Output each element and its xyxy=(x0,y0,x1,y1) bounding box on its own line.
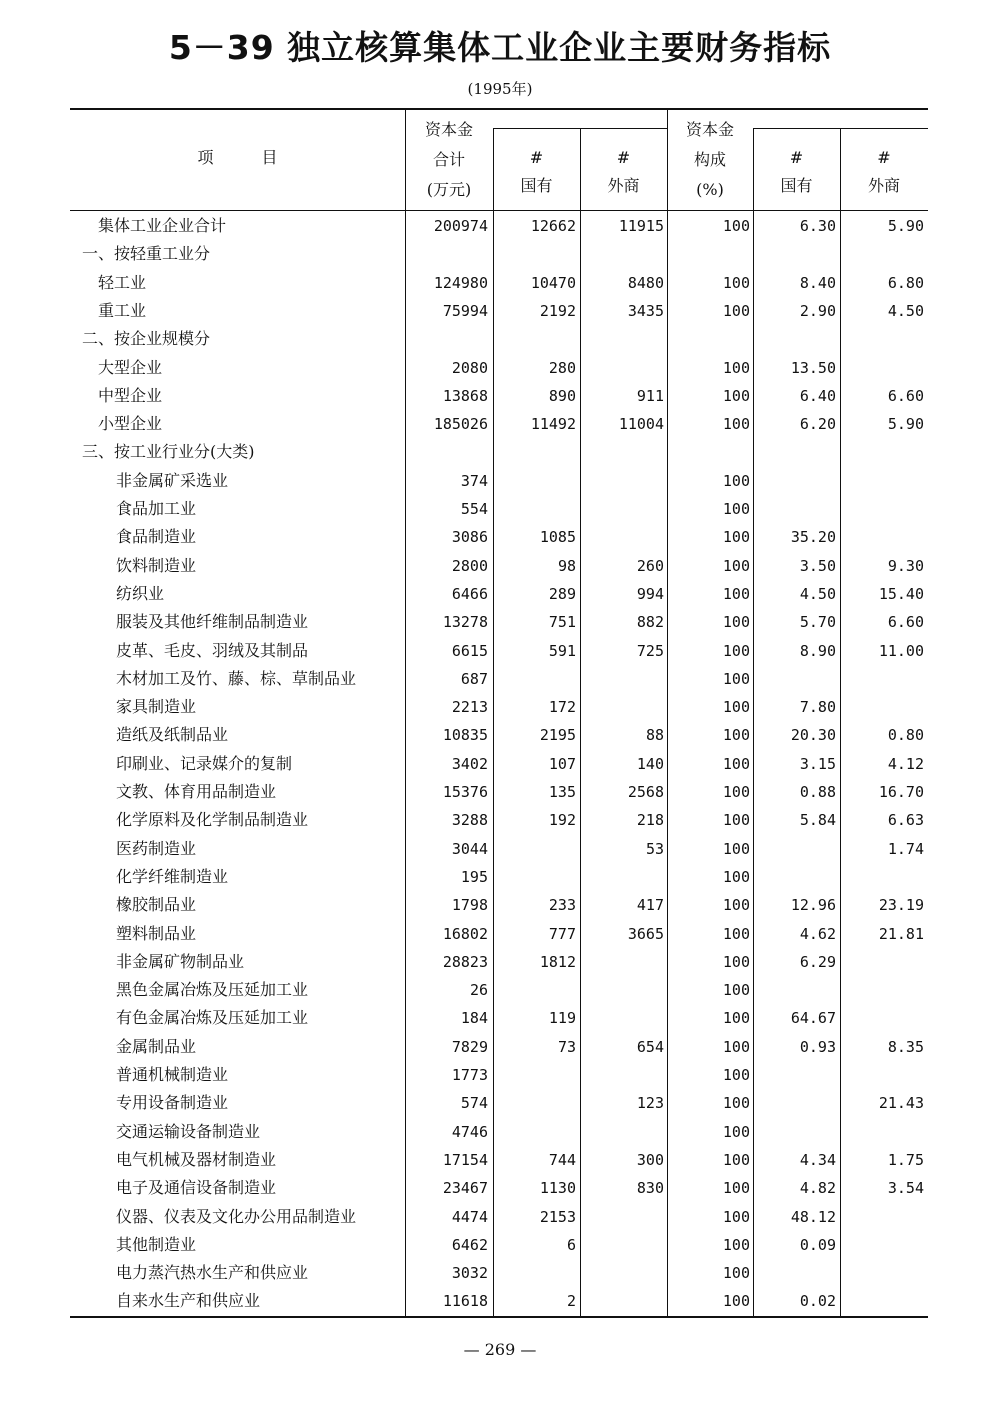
row-value: 417 xyxy=(636,896,664,915)
row-value: 4.12 xyxy=(887,754,924,773)
row-value: 0.93 xyxy=(799,1037,836,1056)
row-value: 172 xyxy=(548,698,576,717)
row-value: 119 xyxy=(548,1009,576,1028)
row-value: 21.81 xyxy=(878,924,924,943)
row-value: 574 xyxy=(460,1094,488,1113)
row-value: 100 xyxy=(722,273,750,292)
row-value: 184 xyxy=(460,1009,488,1028)
row-value: 100 xyxy=(722,1037,750,1056)
row-value: 687 xyxy=(460,669,488,688)
row-value: 100 xyxy=(722,726,750,745)
foreign-header: 外商 xyxy=(607,176,640,195)
row-value: 100 xyxy=(722,754,750,773)
row-label: 大型企业 xyxy=(98,357,163,377)
table-row xyxy=(70,438,928,466)
table-row xyxy=(70,523,928,551)
row-label: 纺织业 xyxy=(116,583,165,603)
table-row xyxy=(70,778,928,806)
row-label: 自来水生产和供应业 xyxy=(116,1291,261,1311)
row-label: 造纸及纸制品业 xyxy=(116,725,229,745)
row-value: 218 xyxy=(636,811,664,830)
row-value: 53 xyxy=(645,839,664,858)
row-value: 100 xyxy=(722,1179,750,1198)
row-value: 100 xyxy=(722,896,750,915)
row-label: 家具制造业 xyxy=(116,697,197,717)
row-value: 13278 xyxy=(442,613,488,632)
row-value: 4.62 xyxy=(799,924,836,943)
row-label: 电力蒸汽热水生产和供应业 xyxy=(116,1263,309,1283)
row-label: 交通运输设备制造业 xyxy=(116,1121,261,1141)
page-number: — 269 — xyxy=(463,1340,537,1359)
table-row xyxy=(70,1004,928,1032)
table-row xyxy=(70,410,928,438)
row-value: 1085 xyxy=(539,528,576,547)
row-value: 8.35 xyxy=(887,1037,924,1056)
capital-total-header: 合计 xyxy=(432,150,465,169)
row-value: 591 xyxy=(548,641,576,660)
row-value: 123 xyxy=(636,1094,664,1113)
row-value: 3665 xyxy=(627,924,664,943)
row-value: 3086 xyxy=(451,528,488,547)
row-value: 3288 xyxy=(451,811,488,830)
row-value: 6 xyxy=(566,1235,576,1254)
row-value: 9.30 xyxy=(887,556,924,575)
row-value: 911 xyxy=(636,386,664,405)
row-value: 233 xyxy=(548,896,576,915)
row-value: 882 xyxy=(636,613,664,632)
row-label: 印刷业、记录媒介的复制 xyxy=(116,753,293,773)
table-row xyxy=(70,721,928,749)
foreign-mark-2: # xyxy=(877,148,891,167)
row-value: 100 xyxy=(722,952,750,971)
table-row xyxy=(70,835,928,863)
row-value: 100 xyxy=(722,783,750,801)
row-value: 6.30 xyxy=(799,217,836,235)
row-value: 7.80 xyxy=(799,698,836,717)
row-value: 200974 xyxy=(433,217,488,235)
table-row xyxy=(70,1033,928,1061)
row-value: 11492 xyxy=(530,415,576,434)
row-value: 554 xyxy=(460,500,488,518)
group-header-rule xyxy=(753,128,928,129)
row-value: 8.90 xyxy=(799,641,836,660)
row-value: 100 xyxy=(722,584,750,603)
table-row xyxy=(70,608,928,636)
row-label: 电气机械及器材制造业 xyxy=(116,1149,277,1169)
row-value: 17154 xyxy=(442,1150,488,1169)
row-label: 食品加工业 xyxy=(116,499,197,518)
row-value: 654 xyxy=(636,1037,664,1056)
row-value: 3032 xyxy=(451,1264,488,1283)
row-value: 13.50 xyxy=(790,358,836,377)
table-top-rule xyxy=(70,108,928,110)
row-value: 100 xyxy=(722,1066,750,1084)
row-label: 仪器、仪表及文化办公用品制造业 xyxy=(116,1206,357,1226)
row-label: 集体工业企业合计 xyxy=(98,216,227,235)
row-label: 专用设备制造业 xyxy=(116,1093,229,1113)
row-value: 12662 xyxy=(530,217,576,235)
row-value: 21.43 xyxy=(878,1094,924,1113)
row-value: 98 xyxy=(557,556,576,575)
row-value: 0.09 xyxy=(799,1235,836,1254)
table-row xyxy=(70,580,928,608)
row-value: 16.70 xyxy=(878,783,924,801)
row-value: 100 xyxy=(722,641,750,660)
table-row xyxy=(70,863,928,891)
row-value: 75994 xyxy=(442,301,488,320)
row-value: 100 xyxy=(722,1150,750,1169)
table-row xyxy=(70,495,928,523)
row-value: 6.63 xyxy=(887,811,924,830)
row-value: 3435 xyxy=(627,301,664,320)
row-value: 725 xyxy=(636,641,664,660)
row-label: 皮革、毛皮、羽绒及其制品 xyxy=(116,640,309,660)
capital-unit-header: (万元) xyxy=(426,180,472,199)
row-value: 1.75 xyxy=(887,1150,924,1169)
row-value: 23.19 xyxy=(878,896,924,915)
row-value: 15.40 xyxy=(878,584,924,603)
row-value: 8480 xyxy=(627,273,664,292)
row-value: 6.60 xyxy=(887,613,924,632)
table-row xyxy=(70,806,928,834)
row-label: 饮料制造业 xyxy=(116,555,197,575)
row-value: 11618 xyxy=(442,1292,488,1311)
row-value: 192 xyxy=(548,811,576,830)
state-header-2: 国有 xyxy=(780,176,813,195)
year-subtitle: (1995年) xyxy=(467,80,533,98)
row-value: 100 xyxy=(722,1009,750,1028)
row-value: 6.60 xyxy=(887,386,924,405)
row-value: 100 xyxy=(722,301,750,320)
row-value: 751 xyxy=(548,613,576,632)
row-value: 5.90 xyxy=(887,217,924,235)
row-label: 小型企业 xyxy=(98,414,163,434)
table-row xyxy=(70,1174,928,1202)
row-value: 5.90 xyxy=(887,415,924,434)
row-value: 1798 xyxy=(451,896,488,915)
row-value: 64.67 xyxy=(790,1009,836,1028)
row-value: 1812 xyxy=(539,952,576,971)
table-row xyxy=(70,948,928,976)
table-row xyxy=(70,1146,928,1174)
table-row xyxy=(70,750,928,778)
table-row xyxy=(70,1089,928,1117)
state-header: 国有 xyxy=(520,176,553,195)
row-value: 2192 xyxy=(539,301,576,320)
row-value: 2800 xyxy=(451,556,488,575)
row-label: 电子及通信设备制造业 xyxy=(116,1178,277,1198)
row-value: 100 xyxy=(722,471,750,490)
row-value: 48.12 xyxy=(790,1207,836,1226)
row-value: 135 xyxy=(548,783,576,801)
row-label: 非金属矿采选业 xyxy=(116,470,229,490)
row-value: 1130 xyxy=(539,1179,576,1198)
row-value: 11004 xyxy=(618,415,664,434)
row-label: 一、按轻重工业分 xyxy=(82,244,211,264)
table-row xyxy=(70,552,928,580)
row-value: 6.20 xyxy=(799,415,836,434)
row-value: 3.15 xyxy=(799,754,836,773)
row-value: 6466 xyxy=(451,584,488,603)
table-row xyxy=(70,354,928,382)
row-label: 黑色金属冶炼及压延加工业 xyxy=(116,980,309,1000)
row-label: 有色金属冶炼及压延加工业 xyxy=(116,1008,309,1028)
table-row xyxy=(70,325,928,353)
structure-unit-header: (%) xyxy=(696,180,724,199)
row-label: 重工业 xyxy=(98,300,147,320)
row-value: 2 xyxy=(566,1292,576,1311)
foreign-header-2: 外商 xyxy=(867,176,900,195)
row-label: 其他制造业 xyxy=(116,1234,197,1254)
table-row xyxy=(70,976,928,1004)
item-column-header: 项 目 xyxy=(197,148,278,167)
row-value: 100 xyxy=(722,500,750,518)
row-value: 100 xyxy=(722,981,750,1000)
row-value: 5.70 xyxy=(799,613,836,632)
row-value: 2080 xyxy=(451,358,488,377)
row-value: 777 xyxy=(548,924,576,943)
row-label: 金属制品业 xyxy=(116,1036,197,1056)
table-row xyxy=(70,240,928,268)
table-row xyxy=(70,467,928,495)
row-label: 三、按工业行业分(大类) xyxy=(82,442,255,462)
table-row xyxy=(70,382,928,410)
row-label: 中型企业 xyxy=(98,385,163,405)
row-label: 普通机械制造业 xyxy=(116,1065,229,1084)
row-value: 3044 xyxy=(451,839,488,858)
row-value: 6.80 xyxy=(887,273,924,292)
table-row xyxy=(70,1259,928,1287)
table-row xyxy=(70,269,928,297)
row-value: 100 xyxy=(722,1207,750,1226)
row-value: 100 xyxy=(722,1235,750,1254)
table-bottom-rule xyxy=(70,1316,928,1318)
row-value: 100 xyxy=(722,613,750,632)
row-value: 100 xyxy=(722,1292,750,1311)
row-value: 3402 xyxy=(451,754,488,773)
row-value: 280 xyxy=(548,358,576,377)
row-value: 4746 xyxy=(451,1122,488,1141)
table-row xyxy=(70,693,928,721)
row-value: 100 xyxy=(722,669,750,688)
row-value: 1773 xyxy=(451,1066,488,1084)
row-value: 300 xyxy=(636,1150,664,1169)
row-value: 4474 xyxy=(451,1207,488,1226)
row-value: 100 xyxy=(722,924,750,943)
row-value: 23467 xyxy=(442,1179,488,1198)
row-value: 100 xyxy=(722,358,750,377)
row-label: 化学原料及化学制品制造业 xyxy=(116,810,309,830)
row-value: 11915 xyxy=(618,217,664,235)
row-value: 185026 xyxy=(433,415,488,434)
row-value: 2568 xyxy=(627,783,664,801)
row-value: 100 xyxy=(722,386,750,405)
table-row xyxy=(70,212,928,240)
row-value: 2213 xyxy=(451,698,488,717)
row-label: 医药制造业 xyxy=(116,838,197,858)
table-row xyxy=(70,297,928,325)
row-value: 26 xyxy=(469,981,488,1000)
row-value: 2195 xyxy=(539,726,576,745)
state-mark: # xyxy=(529,148,544,167)
row-value: 374 xyxy=(460,471,488,490)
capital-group-header: 资本金 xyxy=(424,120,473,139)
row-value: 830 xyxy=(636,1179,664,1198)
row-value: 8.40 xyxy=(799,273,836,292)
row-value: 994 xyxy=(636,584,664,603)
row-value: 4.50 xyxy=(799,584,836,603)
row-value: 100 xyxy=(722,556,750,575)
row-value: 2153 xyxy=(539,1207,576,1226)
row-value: 4.34 xyxy=(799,1150,836,1169)
row-value: 0.88 xyxy=(799,783,836,801)
row-value: 890 xyxy=(548,386,576,405)
row-label: 非金属矿物制品业 xyxy=(116,951,245,971)
row-value: 2.90 xyxy=(799,301,836,320)
row-value: 6.40 xyxy=(799,386,836,405)
row-value: 15376 xyxy=(442,783,488,801)
row-label: 二、按企业规模分 xyxy=(82,329,211,349)
row-label: 文教、体育用品制造业 xyxy=(116,782,277,801)
row-value: 73 xyxy=(557,1037,576,1056)
table-row xyxy=(70,665,928,693)
table-row xyxy=(70,1061,928,1089)
row-value: 6462 xyxy=(451,1235,488,1254)
state-mark-2: # xyxy=(789,148,804,167)
row-value: 100 xyxy=(722,1122,750,1141)
row-value: 28823 xyxy=(442,952,488,971)
row-value: 1.74 xyxy=(887,839,924,858)
row-label: 化学纤维制造业 xyxy=(116,866,229,886)
row-value: 10835 xyxy=(442,726,488,745)
row-label: 轻工业 xyxy=(98,272,147,292)
row-value: 100 xyxy=(722,217,750,235)
group-header-rule xyxy=(493,128,667,129)
row-value: 260 xyxy=(636,556,664,575)
row-value: 12.96 xyxy=(790,896,836,915)
row-value: 7829 xyxy=(451,1037,488,1056)
row-value: 100 xyxy=(722,1264,750,1283)
row-value: 100 xyxy=(722,839,750,858)
row-value: 195 xyxy=(460,867,488,886)
row-value: 11.00 xyxy=(878,641,924,660)
structure-group-header: 资本金 xyxy=(685,120,734,139)
row-value: 0.02 xyxy=(799,1292,836,1311)
row-value: 35.20 xyxy=(790,528,836,547)
row-value: 744 xyxy=(548,1150,576,1169)
table-row xyxy=(70,1118,928,1146)
row-value: 100 xyxy=(722,867,750,886)
row-value: 4.50 xyxy=(887,301,924,320)
row-value: 16802 xyxy=(442,924,488,943)
page-title: 5－39 独立核算集体工业企业主要财务指标 xyxy=(168,28,832,67)
row-value: 3.54 xyxy=(887,1179,924,1198)
row-value: 100 xyxy=(722,1094,750,1113)
table-row xyxy=(70,891,928,919)
row-value: 10470 xyxy=(530,273,576,292)
row-label: 服装及其他纤维制品制造业 xyxy=(116,612,309,632)
foreign-mark: # xyxy=(616,148,631,167)
row-value: 88 xyxy=(645,726,664,745)
row-value: 289 xyxy=(548,584,576,603)
row-label: 木材加工及竹、藤、棕、草制品业 xyxy=(116,668,357,688)
row-value: 100 xyxy=(722,698,750,717)
row-value: 124980 xyxy=(433,273,488,292)
row-value: 6615 xyxy=(451,641,488,660)
row-value: 140 xyxy=(636,754,664,773)
structure-header: 构成 xyxy=(693,150,726,169)
row-value: 3.50 xyxy=(799,556,836,575)
table-row xyxy=(70,1231,928,1259)
row-value: 100 xyxy=(722,811,750,830)
row-label: 橡胶制品业 xyxy=(116,895,197,915)
row-value: 100 xyxy=(722,528,750,547)
row-value: 20.30 xyxy=(790,726,836,745)
table-row xyxy=(70,1203,928,1231)
row-value: 0.80 xyxy=(887,726,924,745)
row-value: 100 xyxy=(722,415,750,434)
row-value: 4.82 xyxy=(799,1179,836,1198)
row-value: 6.29 xyxy=(799,952,836,971)
table-row xyxy=(70,637,928,665)
row-value: 107 xyxy=(548,754,576,773)
row-label: 塑料制品业 xyxy=(116,923,197,943)
row-label: 食品制造业 xyxy=(116,527,197,547)
table-row xyxy=(70,1287,928,1315)
header-bottom-rule xyxy=(70,210,928,211)
row-value: 5.84 xyxy=(799,811,836,830)
table-row xyxy=(70,920,928,948)
row-value: 13868 xyxy=(442,386,488,405)
